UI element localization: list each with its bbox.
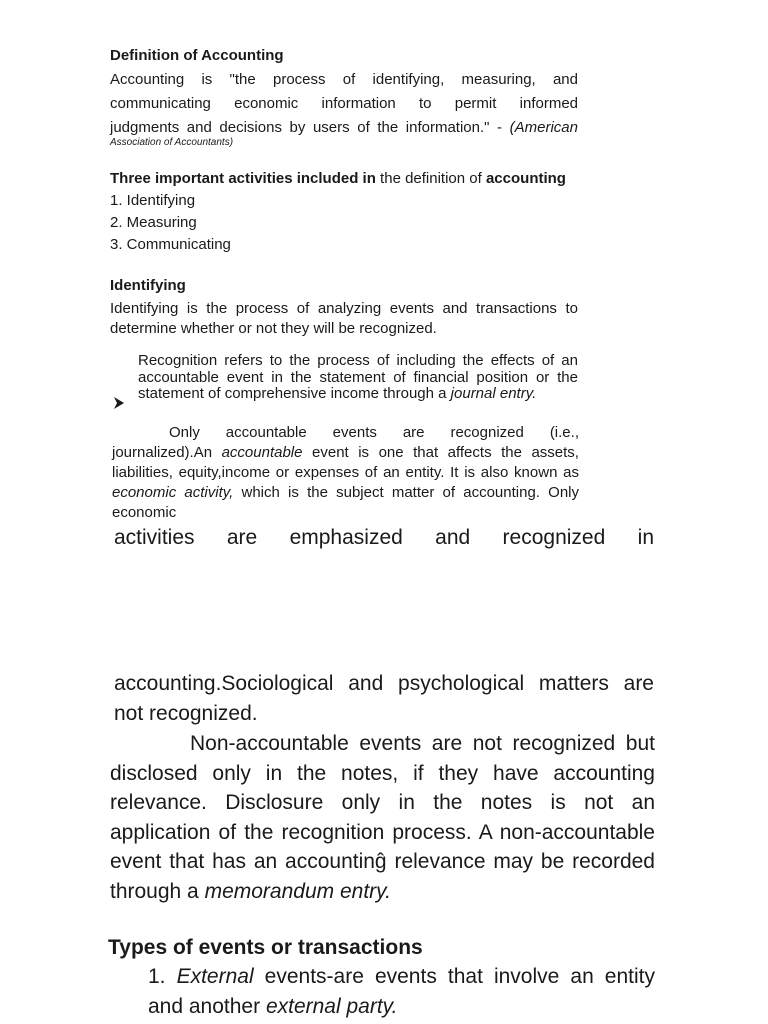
definition-line: communicating economic information to permit informed	[110, 95, 578, 112]
accountable-text: event is one that affects the assets,	[302, 444, 579, 461]
large-text-line: not recognized.	[114, 701, 258, 725]
section-heading-activities	[110, 168, 580, 190]
recognition-text: statement of comprehensive income through a	[138, 385, 451, 402]
large-text-line: accounting.Sociological and psychological matters are	[114, 672, 654, 695]
identifying-line: determine whether or not they will be recognized.	[110, 320, 437, 337]
accountable-line: economic	[112, 504, 177, 521]
type-line	[148, 992, 655, 1022]
non-accountable-line	[110, 877, 655, 907]
non-accountable-line: application of the recognition process. A non-accountable	[110, 820, 655, 844]
section-heading-identifying: Identifying	[110, 277, 186, 294]
non-accountable-line: relevance. Disclosure only in the notes is not an	[110, 791, 655, 814]
heading-bold-part: Three important activities included in	[110, 170, 376, 187]
definition-text: judgments and decisions by users of the information." -	[110, 119, 510, 136]
accountable-line: liabilities, equity,income or expenses of an entity. It is also known as	[112, 464, 579, 481]
accountable-line	[112, 443, 579, 463]
external-party-italic: external party.	[265, 994, 398, 1018]
identifying-block	[110, 275, 578, 339]
list-item: 2. Measuring	[110, 214, 197, 231]
identifying-line: Identifying is the process of analyzing events and transactions to	[110, 300, 578, 317]
list-item: 1. Identifying	[110, 192, 196, 209]
type-text: and another	[148, 994, 266, 1018]
definition-source: Association of Accountants)	[110, 137, 234, 148]
non-accountable-line: disclosed only in the notes, if they have accounting	[110, 761, 655, 785]
heading-bold-part: accounting	[485, 170, 566, 187]
list-item: 3. Communicating	[110, 236, 231, 253]
non-accountable-text: through a	[110, 879, 205, 903]
section-heading-definition: Definition of Accounting	[110, 47, 284, 64]
accountable-text: journalized).An	[112, 444, 222, 461]
recognition-line	[138, 386, 578, 403]
non-accountable-paragraph	[110, 729, 655, 906]
definition-block	[110, 44, 578, 150]
recognition-line: Recognition refers to the process of including the effects of an	[138, 352, 578, 369]
recognition-note	[138, 353, 578, 403]
types-list-item	[148, 962, 655, 1021]
section-heading-types: Types of events or transactions	[108, 936, 423, 959]
large-text-line: activities are emphasized and recognized in	[114, 526, 654, 549]
heading-normal-part: the definition of	[375, 170, 486, 187]
definition-line: Accounting is "the process of identifying, measuring, and	[110, 71, 578, 88]
activities-list	[110, 190, 580, 256]
accountable-italic: accountable	[221, 444, 303, 461]
accountable-line: Only accountable events are recognized (i.e.,	[169, 424, 579, 441]
journal-entry-italic: journal entry.	[450, 385, 537, 402]
memorandum-entry-italic: memorandum entry.	[204, 879, 391, 903]
activities-block	[110, 168, 580, 256]
arrowhead-bullet-icon	[113, 396, 125, 415]
recognition-line: accountable event in the statement of financial position or the	[138, 368, 578, 386]
economic-activity-italic: economic activity,	[112, 484, 234, 501]
accountable-line	[112, 483, 579, 503]
non-accountable-line: event that has an accountinĝ relevance may be recorded	[110, 850, 655, 873]
large-text-block	[114, 669, 654, 728]
definition-source-italic: (American	[509, 119, 578, 136]
type-italic: External	[176, 965, 254, 988]
accountable-text: which is the subject matter of accounting. Only	[233, 484, 580, 501]
non-accountable-line: Non-accountable events are not recognized but	[190, 732, 655, 755]
type-line	[148, 962, 655, 992]
accountable-paragraph	[112, 423, 579, 523]
type-text: events-are events that involve an entity	[253, 965, 655, 988]
type-number: 1.	[148, 965, 177, 988]
